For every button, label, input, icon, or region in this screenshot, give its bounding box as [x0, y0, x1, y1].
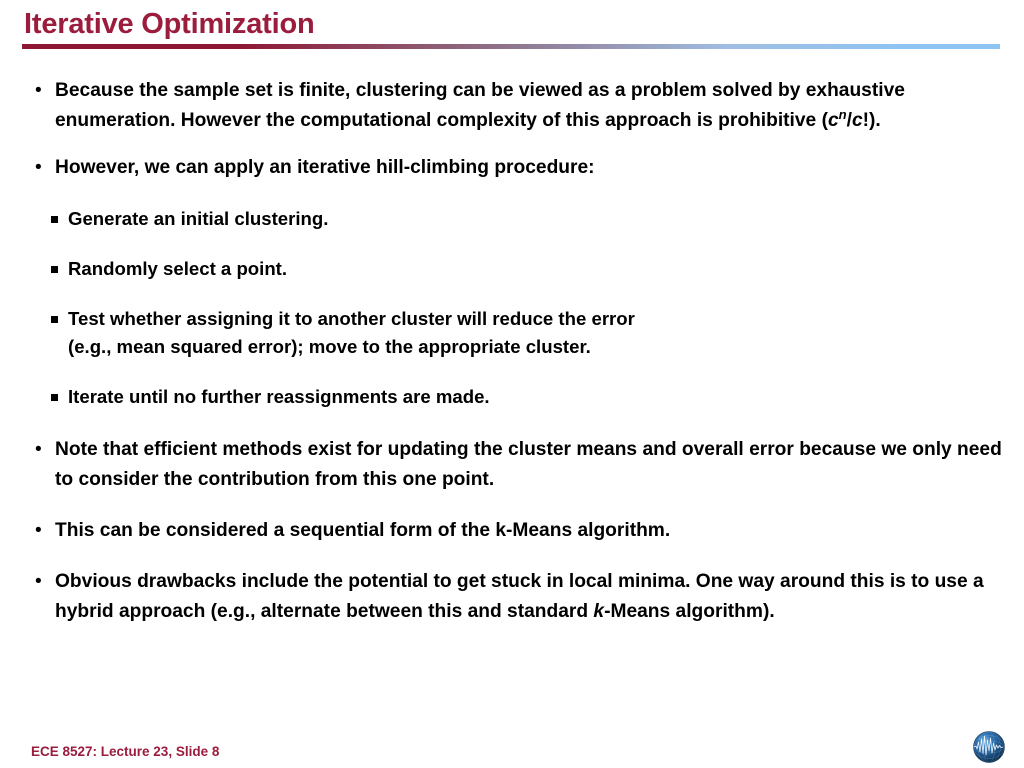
bullet-item-sequential-kmeans — [18, 516, 1023, 546]
bullet-item-enumeration — [18, 76, 1023, 136]
bullet-text-tail: -Means algorithm). — [604, 601, 775, 622]
bullet-dot-icon: • — [35, 520, 42, 541]
math-variable-k: k — [593, 601, 605, 622]
bullet-list-level2 — [0, 205, 1024, 411]
sub-bullet-text: Generate an initial clustering. — [68, 208, 329, 229]
math-slash: / — [846, 110, 852, 131]
bullet-dot-icon: • — [35, 439, 42, 460]
bullet-item-efficient-methods — [18, 435, 1023, 495]
bullet-dot-icon: • — [35, 571, 42, 592]
bullet-text-tail: !). — [862, 110, 881, 131]
page-title: Iterative Optimization — [24, 8, 315, 40]
sub-bullet-item-iterate — [48, 383, 968, 411]
sub-bullet-item-random-select — [48, 255, 968, 283]
sub-bullet-group — [0, 205, 1024, 411]
bullet-square-icon — [51, 266, 58, 273]
isip-globe-waveform-logo — [972, 730, 1006, 764]
bullet-square-icon — [51, 216, 58, 223]
bullet-square-icon — [51, 316, 58, 323]
footer-slide-label: ECE 8527: Lecture 23, Slide 8 — [31, 744, 220, 759]
sub-bullet-item-generate — [48, 205, 968, 233]
bullet-text: Note that efficient methods exist for updating the cluster means and overall error because we only need to consider the contribution from this one point. — [55, 439, 1002, 490]
bullet-item-drawbacks — [18, 567, 1023, 627]
bullet-dot-icon: • — [35, 80, 42, 101]
sub-bullet-text: Iterate until no further reassignments are made. — [68, 386, 490, 407]
sub-bullet-text-line2: (e.g., mean squared error); move to the appropriate cluster. — [68, 336, 591, 357]
math-variable-c2: c — [851, 110, 863, 131]
bullet-text: This can be considered a sequential form of the k-Means algorithm. — [55, 520, 671, 541]
sub-bullet-text: Randomly select a point. — [68, 258, 288, 279]
bullet-text: Obvious drawbacks include the potential to get stuck in local minima. One way around this is to use a hybrid approach (e.g., alternate between this and standard — [55, 571, 984, 622]
math-superscript-n: n — [838, 107, 847, 123]
slide-body — [0, 76, 1024, 644]
bullet-dot-icon: • — [35, 157, 42, 178]
bullet-item-hill-climbing — [18, 153, 1023, 183]
sub-bullet-text-line1: Test whether assigning it to another cluster will reduce the error — [68, 308, 635, 329]
bullet-square-icon — [51, 394, 58, 401]
math-variable-c: c — [827, 110, 839, 131]
title-divider-rule — [22, 44, 1000, 49]
sub-bullet-item-test-reassign — [48, 305, 968, 361]
bullet-text: Because the sample set is finite, clustering can be viewed as a problem solved by exhaustive enumeration. However the computational complexity of this approach is prohibitive ( — [55, 80, 905, 131]
bullet-list-level1 — [0, 76, 1024, 627]
bullet-text: However, we can apply an iterative hill-climbing procedure: — [55, 157, 595, 178]
